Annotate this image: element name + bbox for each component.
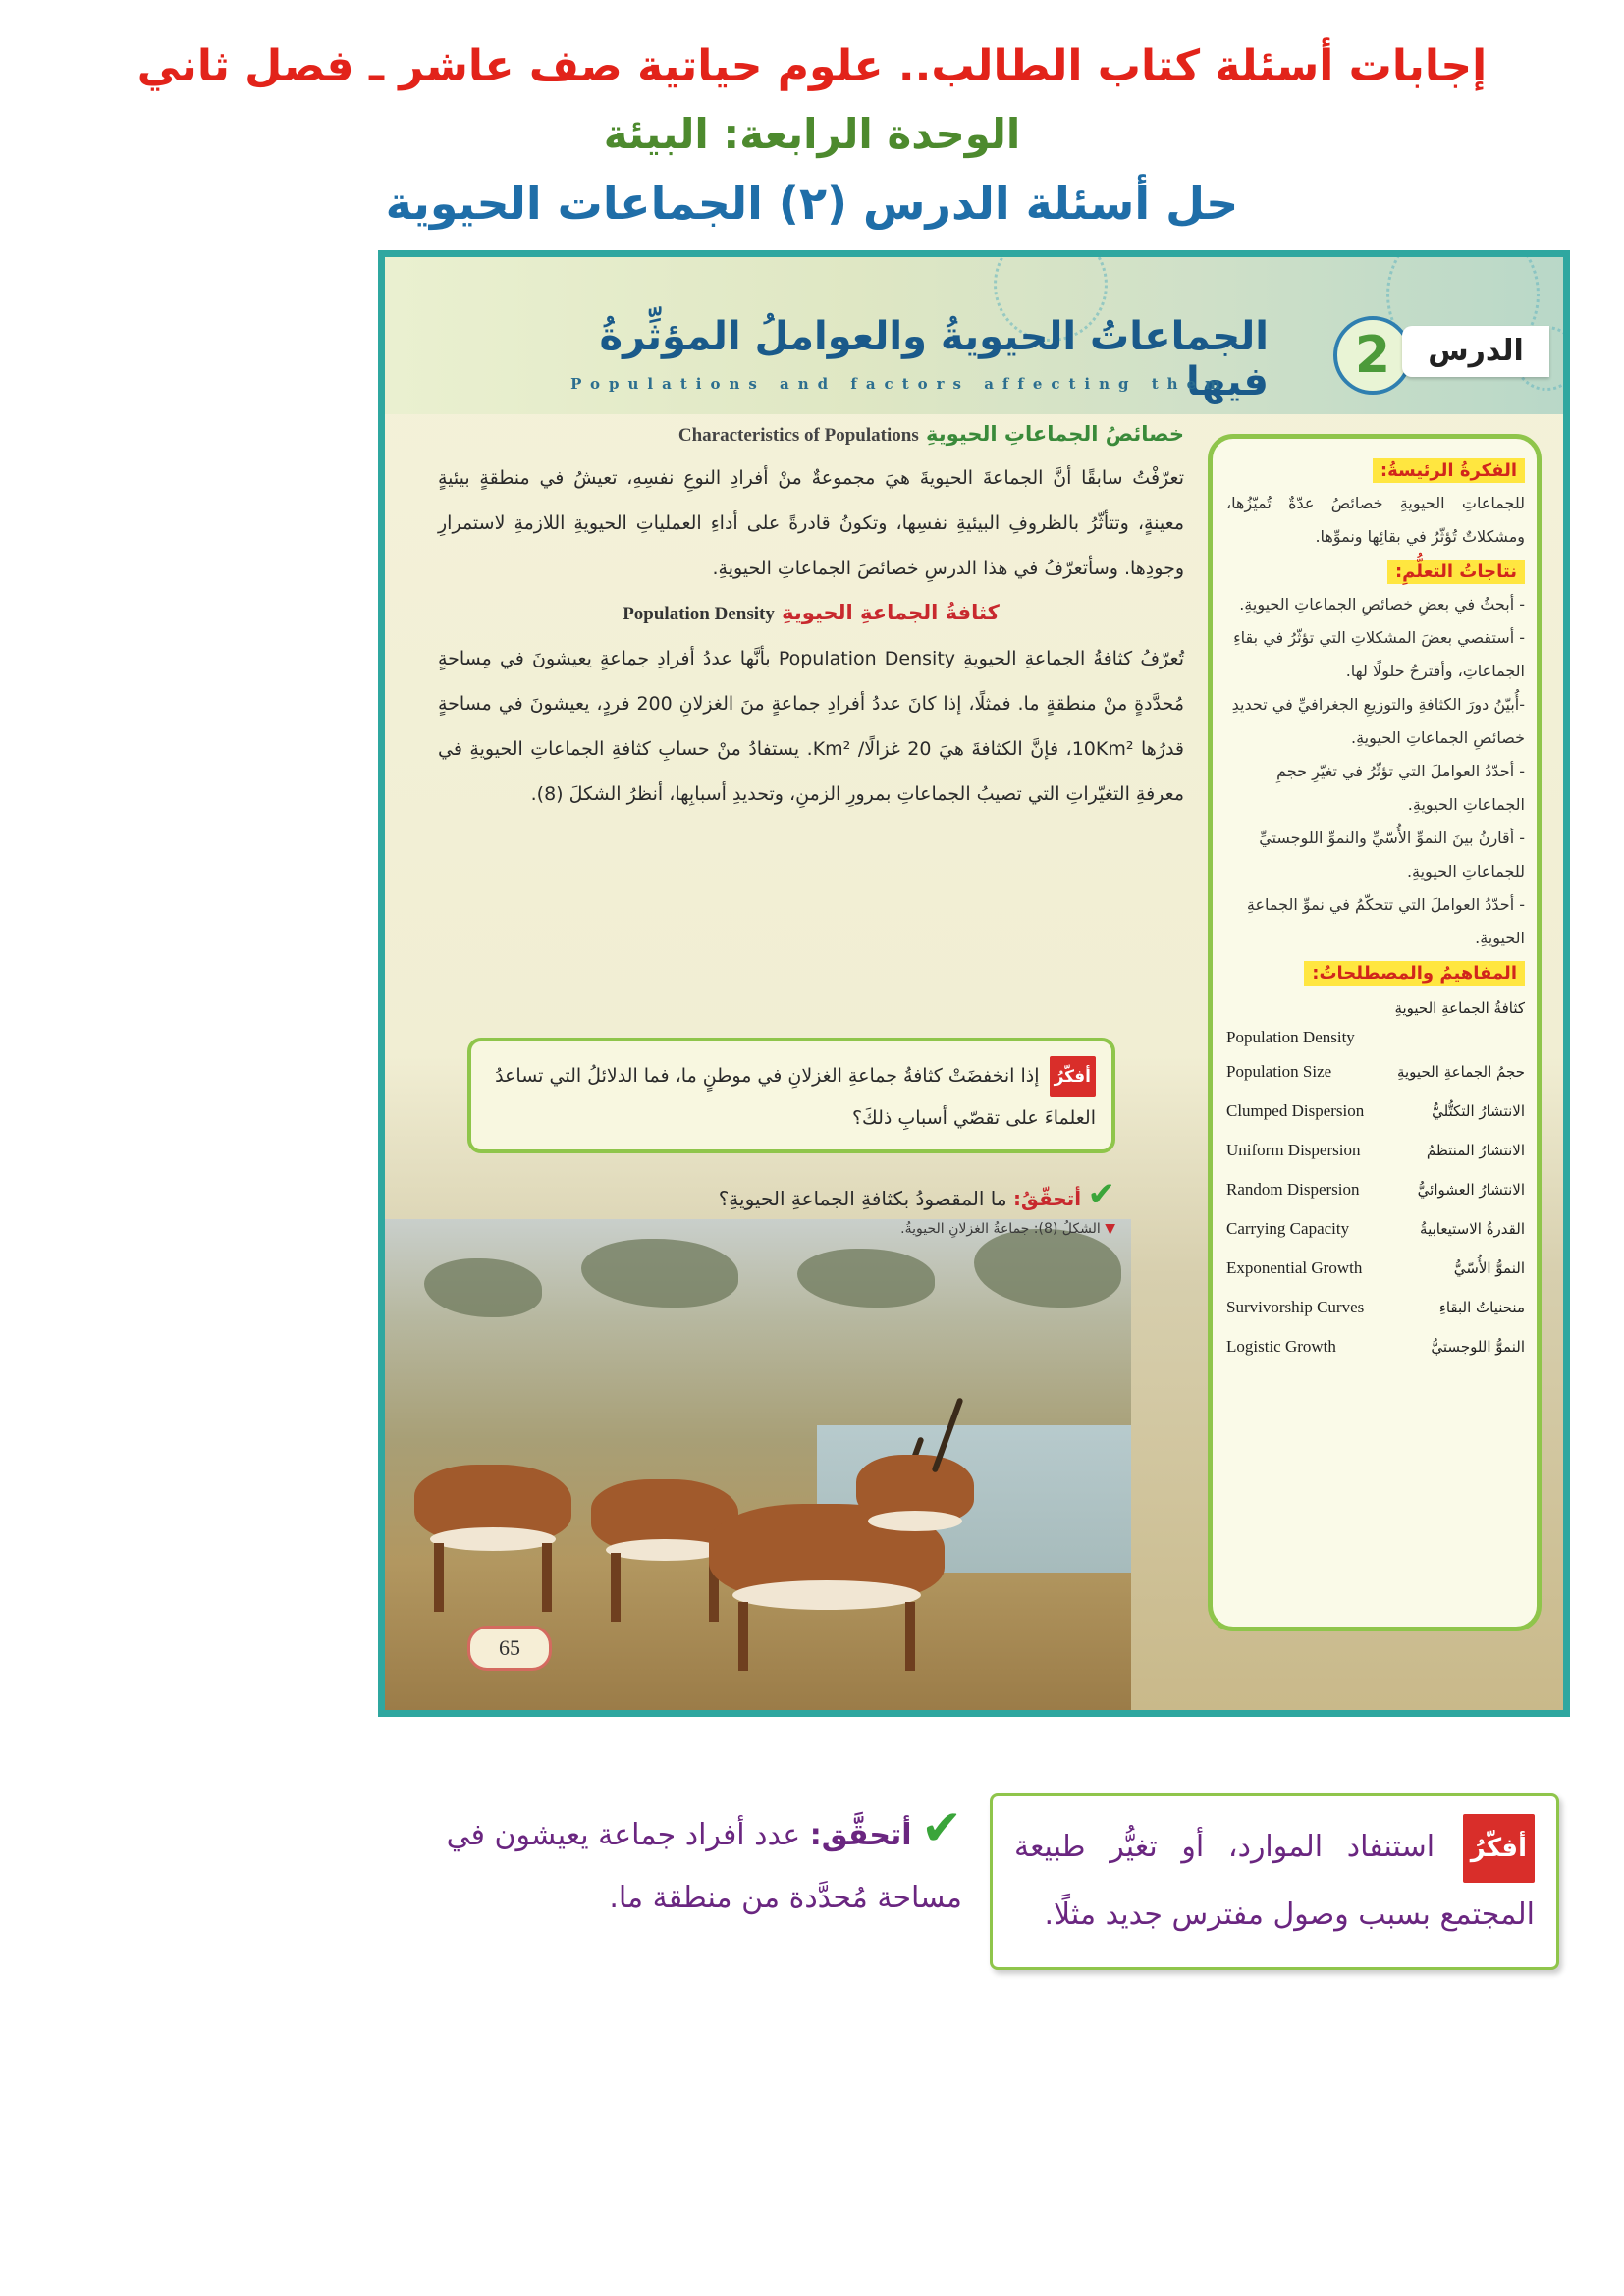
tree <box>581 1239 738 1308</box>
think-box <box>467 1038 1115 1153</box>
check-label: أتحقَّق: <box>809 1818 912 1852</box>
tree <box>424 1258 542 1317</box>
term-arabic: كثافةُ الجماعةِ الحيويةِ <box>1394 999 1525 1017</box>
term-item <box>1226 1249 1525 1288</box>
antelope-belly <box>430 1527 556 1551</box>
think-tag: أفكّرُ <box>1463 1814 1535 1883</box>
term-item <box>1226 993 1525 1052</box>
think-question: إذا انخفضَتْ كثافةُ جماعةِ الغزلانِ في موطنٍ ما، فما الدلائلُ التي تساعدُ العلماءَ على تقصّي أسبابِ ذلكَ؟ <box>495 1065 1096 1129</box>
term-item <box>1226 1288 1525 1327</box>
term-english: Population Density <box>1226 1028 1355 1046</box>
term-arabic: الانتشارُ التكتُّليُّ <box>1432 1102 1525 1120</box>
lesson-main-text <box>438 414 1184 817</box>
tree <box>797 1249 935 1308</box>
terms-heading: المفاهيمُ والمصطلحاتُ: <box>1304 961 1525 986</box>
main-idea-text: للجماعاتِ الحيويةِ خصائصُ عدّةٌ تُميّزُها، ومشكلاتٌ تُؤثّرُ في بقائِها ونموِّها. <box>1226 494 1525 546</box>
section-heading <box>438 414 1184 455</box>
term-english: Survivorship Curves <box>1226 1298 1365 1316</box>
antelope <box>414 1465 571 1543</box>
outcome-item: - أحدّدُ العواملَ التي تتحكّمُ في نموِّ الجماعةِ الحيويةِ. <box>1246 895 1525 947</box>
term-arabic: منحنياتُ البقاءِ <box>1438 1299 1525 1316</box>
section-heading-arabic: كثافةُ الجماعةِ الحيويةِ <box>782 601 1000 624</box>
term-arabic: الانتشارُ المنتظمُ <box>1426 1142 1525 1159</box>
checkmark-icon: ✔ <box>921 1799 962 1856</box>
term-arabic: القدرةُ الاستيعابيةُ <box>1420 1220 1525 1238</box>
outcome-item: - أبحثُ في بعضِ خصائصِ الجماعاتِ الحيويةِ. <box>1239 595 1525 614</box>
term-item <box>1226 1209 1525 1249</box>
tree <box>974 1229 1121 1308</box>
check-answer <box>353 1796 962 1930</box>
term-english: Carrying Capacity <box>1226 1219 1350 1238</box>
think-tag: أفكّرُ <box>1050 1056 1096 1097</box>
term-item <box>1226 1092 1525 1131</box>
page-number: 65 <box>467 1626 552 1671</box>
section-heading-english: Characteristics of Populations <box>677 425 919 446</box>
lesson-title: حل أسئلة الدرس (٢) الجماعات الحيوية <box>385 177 1239 230</box>
figure-caption-text: الشكلُ (8): جماعةُ الغزلانِ الحيويةُ. <box>900 1221 1101 1237</box>
antelope-belly <box>868 1511 962 1531</box>
antelope-leg <box>905 1602 915 1671</box>
term-item <box>1226 1052 1525 1092</box>
term-english: Uniform Dispersion <box>1226 1141 1361 1159</box>
term-english: Random Dispersion <box>1226 1180 1360 1199</box>
main-idea-heading: الفكرةُ الرئيسةُ: <box>1373 458 1525 483</box>
outcomes-heading: نتاجاتُ التعلُّمِ: <box>1387 560 1525 584</box>
lesson-number: 2 <box>1333 316 1412 395</box>
lesson-badge <box>1314 316 1549 385</box>
lesson-label: الدرس <box>1402 326 1549 377</box>
antelope-leg <box>611 1553 621 1622</box>
term-english: Population Size <box>1226 1062 1332 1081</box>
terms-list <box>1226 993 1525 1366</box>
think-answer-text: استنفاد الموارد، أو تغيُّر طبيعة المجتمع بسبب وصول مفترس جديد مثلًا. <box>1014 1830 1535 1932</box>
check-label: أتحقّقُ: <box>1012 1187 1082 1210</box>
section-paragraph: تُعرّفُ كثافةُ الجماعةِ الحيويةِ Population Density بأنَّها عددُ أفرادِ جماعةٍ يعيشونَ في مِساحةٍ مُحدَّدةٍ منْ منطقةٍ ما. فمثلًا، إذا كانَ عددُ أفرادِ جماعةٍ منَ الغزلانِ 200 فردٍ، يعيشونَ في مساحةٍ قدرُها 10Km²، فإنَّ الكثافةَ هيَ 20 غزالًا/ Km². يستفادُ منْ حسابِ كثافةِ الجماعاتِ الحيويةِ في معرفةِ التغيّراتِ التي تصيبُ الجماعاتِ بمرورِ الزمنِ، وتحديدِ أسبابِها، أنظرُ الشكلَ (8). <box>438 648 1185 805</box>
section-heading <box>438 591 1184 636</box>
gazelle-photo <box>385 1219 1131 1710</box>
page-title <box>522 314 1269 410</box>
antelope-leg <box>738 1602 748 1671</box>
antelope <box>856 1455 974 1523</box>
term-arabic: حجمُ الجماعةِ الحيويةِ <box>1396 1063 1525 1081</box>
term-arabic: النموُّ اللوجستيُّ <box>1431 1338 1525 1356</box>
unit-title: الوحدة الرابعة: البيئة <box>603 110 1021 158</box>
section-heading-english: Population Density <box>623 604 775 624</box>
term-english: Logistic Growth <box>1226 1337 1336 1356</box>
term-arabic: الانتشارُ العشوائيُّ <box>1417 1181 1525 1199</box>
antelope-leg <box>434 1543 444 1612</box>
term-english: Exponential Growth <box>1226 1258 1363 1277</box>
antelope-leg <box>542 1543 552 1612</box>
lesson-sidebar <box>1208 434 1542 1631</box>
check-question <box>467 1175 1115 1214</box>
textbook-page-image <box>378 250 1570 1717</box>
check-answer-text: عدد أفراد جماعة يعيشون في مساحة مُحدَّدة من منطقة ما. <box>446 1818 962 1915</box>
page-title-arabic: الجماعاتُ الحيويةُ والعواملُ المؤثِّرةُ فيها <box>599 314 1269 404</box>
term-arabic: النموُّ الأُسّيُّ <box>1453 1259 1525 1277</box>
outcome-item: -أُبيّنُ دورَ الكثافةِ والتوزيعِ الجغرافيِّ في تحديدِ خصائصِ الجماعاتِ الحيويةِ. <box>1231 695 1525 747</box>
outcome-item: - أستقصي بعضَ المشكلاتِ التي تؤثّرُ في بقاءِ الجماعاتِ، وأقترحُ حلولًا لها. <box>1233 628 1525 680</box>
term-english: Clumped Dispersion <box>1226 1101 1365 1120</box>
figure-caption <box>467 1221 1115 1237</box>
triangle-icon: ▼ <box>1105 1221 1115 1237</box>
antelope-belly <box>732 1580 921 1610</box>
term-item <box>1226 1170 1525 1209</box>
section-heading-arabic: خصائصُ الجماعاتِ الحيويةِ <box>926 422 1184 446</box>
think-answer-box <box>990 1793 1559 1970</box>
check-question-text: ما المقصودُ بكثافةِ الجماعةِ الحيويةِ؟ <box>718 1187 1007 1210</box>
outcome-item: - أحدّدُ العواملَ التي تؤثّرُ في تغيّرِ حجمِ الجماعاتِ الحيويةِ. <box>1276 762 1525 814</box>
page-title-english: Populations and factors affecting them <box>570 375 1229 393</box>
checkmark-icon: ✔ <box>1087 1175 1115 1214</box>
antelope-belly <box>606 1539 724 1562</box>
term-item <box>1226 1327 1525 1366</box>
section-paragraph: تعرّفْتُ سابقًا أنَّ الجماعةَ الحيويةَ هيَ مجموعةٌ منْ أفرادِ النوعِ نفسِهِ، تعيشُ في منطقةٍ بيئيةٍ معينةٍ، وتتأثّرُ بالظروفِ البيئيةِ نفسِها، وتكونُ قادرةً على أداءِ العملياتِ الحيويةِ اللازمةِ لاستمرارِ وجودِها. وسأتعرّفُ في هذا الدرسِ خصائصَ الجماعاتِ الحيويةِ. <box>438 467 1184 579</box>
outcome-item: - أقارنُ بينَ النموِّ الأُسّيِّ والنموِّ اللوجستيِّ للجماعاتِ الحيويةِ. <box>1259 828 1525 881</box>
term-item <box>1226 1131 1525 1170</box>
document-title: إجابات أسئلة كتاب الطالب.. علوم حياتية صف عاشر ـ فصل ثاني <box>136 41 1488 91</box>
